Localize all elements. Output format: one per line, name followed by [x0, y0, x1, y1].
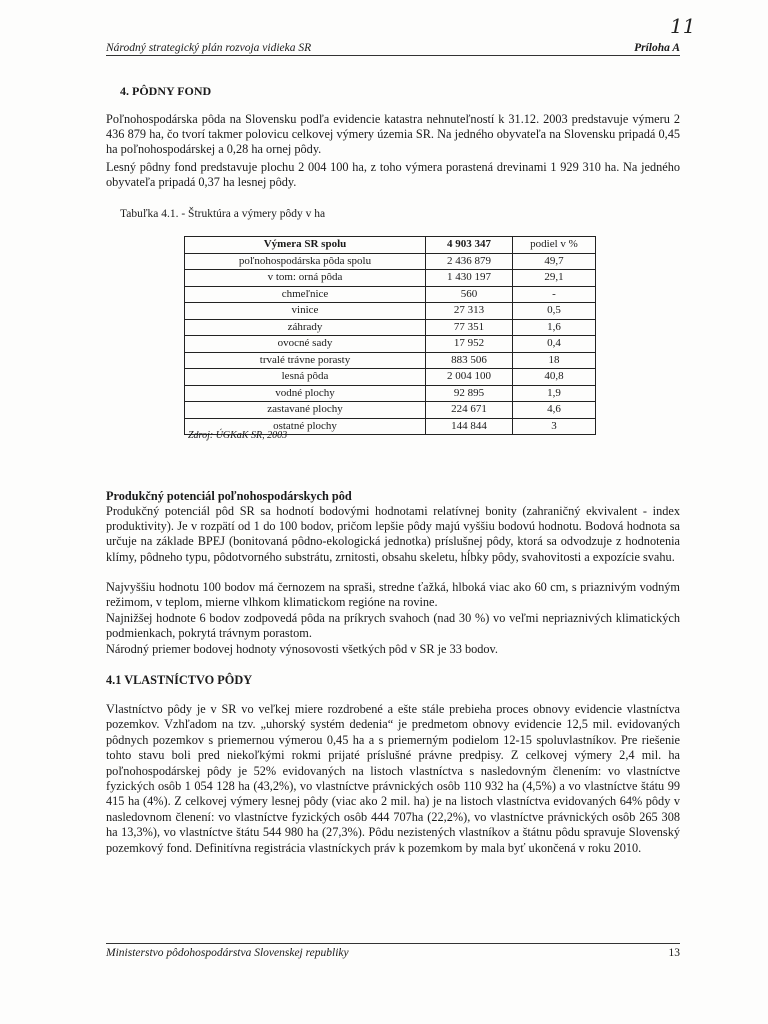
- header-annex: Príloha A: [634, 42, 680, 54]
- section-4-1-heading: 4.1 VLASTNÍCTVO PÔDY: [106, 673, 253, 687]
- table-cell: zastavané plochy: [185, 402, 426, 419]
- table-cell: 2 004 100: [426, 369, 513, 386]
- table-cell: v tom: orná pôda: [185, 270, 426, 287]
- table-row: [185, 270, 596, 287]
- table-cell: 560: [426, 286, 513, 303]
- table-cell: záhrady: [185, 319, 426, 336]
- table-cell: 17 952: [426, 336, 513, 353]
- table-cell: 1,9: [513, 385, 596, 402]
- table-header-cell: podiel v %: [513, 237, 596, 254]
- table-cell: 224 671: [426, 402, 513, 419]
- potential-paragraph-4: Národný priemer bodovej hodnoty výnosovosti všetkých pôd v SR je 33 bodov.: [106, 642, 498, 656]
- table-cell: lesná pôda: [185, 369, 426, 386]
- table-caption: Tabuľka 4.1. - Štruktúra a výmery pôdy v ha: [120, 208, 326, 220]
- table-cell: 3: [513, 418, 596, 435]
- running-header: [106, 42, 680, 56]
- table-cell: 4,6: [513, 402, 596, 419]
- table-cell: 1 430 197: [426, 270, 513, 287]
- table-row: [185, 303, 596, 320]
- potential-paragraph-2: Najvyššiu hodnotu 100 bodov má černozem na spraši, stredne ťažká, hlboká viac ako 60 cm, s priaznivým vodným režimom, v teplom, mierne vlhkom klimatickom regióne na rovine.: [106, 580, 680, 610]
- table-header-cell: Výmera SR spolu: [185, 237, 426, 254]
- table-cell: vinice: [185, 303, 426, 320]
- table-cell: 2 436 879: [426, 253, 513, 270]
- table-cell: 1,6: [513, 319, 596, 336]
- table-cell: 77 351: [426, 319, 513, 336]
- table-cell: 0,5: [513, 303, 596, 320]
- table-cell: ovocné sady: [185, 336, 426, 353]
- table-header-row: [185, 237, 596, 254]
- table-cell: chmeľnice: [185, 286, 426, 303]
- table-cell: 27 313: [426, 303, 513, 320]
- table-cell: 40,8: [513, 369, 596, 386]
- land-structure-table: [184, 236, 596, 435]
- handwritten-page-mark: 11: [670, 14, 696, 38]
- table-cell: trvalé trávne porasty: [185, 352, 426, 369]
- table-cell: 29,1: [513, 270, 596, 287]
- section-4-paragraph-1: Poľnohospodárska pôda na Slovensku podľa evidencie katastra nehnuteľností k 31.12. 2003 predstavuje výmeru 2 436 879 ha, čo tvorí takmer polovicu celkovej výmery územia SR. Na jedného obyvateľa na Slovensku pripadá 0,45 ha poľnohospodárskej a 0,28 ha ornej pôdy.: [106, 112, 680, 157]
- table-cell: poľnohospodárska pôda spolu: [185, 253, 426, 270]
- table-row: [185, 385, 596, 402]
- table-row: [185, 402, 596, 419]
- table-cell: 0,4: [513, 336, 596, 353]
- table-cell: 18: [513, 352, 596, 369]
- table-row: [185, 253, 596, 270]
- table-row: [185, 369, 596, 386]
- table-row: [185, 352, 596, 369]
- table-cell: 49,7: [513, 253, 596, 270]
- section-4-heading: 4. PÔDNY FOND: [120, 84, 212, 98]
- table-row: [185, 336, 596, 353]
- potential-paragraph-1: Produkčný potenciál pôd SR sa hodnotí bodovými hodnotami relatívnej bonity (zahraničný ekvivalent - index produktivity). Je v rozpätí od 1 do 100 bodov, pričom lepšie pôdy majú vyššiu bodovú hodnotu. Bodová hodnota sa určuje na základe BPEJ (bonitovaná pôdno-ekologická jednotka) príslušnej pôdy, ktorá sa odvodzuje z hodnotenia klímy, pôdneho typu, pôdotvorného substrátu, zrnitosti, obsahu skeletu, hĺbky pôdy, svahovitosti a expozície svahu.: [106, 504, 680, 564]
- table-cell: 92 895: [426, 385, 513, 402]
- page-number: 13: [668, 947, 680, 959]
- header-title: Národný strategický plán rozvoja vidieka SR: [106, 42, 312, 54]
- page-footer: [106, 943, 680, 959]
- section-4-paragraph-2: Lesný pôdny fond predstavuje plochu 2 004 100 ha, z toho výmera porastená drevinami 1 929 310 ha. Na jedného obyvateľa pripadá 0,37 ha lesnej pôdy.: [106, 160, 680, 190]
- table-cell: 144 844: [426, 418, 513, 435]
- table-cell: ostatné plochy: [185, 418, 426, 435]
- table-row: [185, 319, 596, 336]
- table-cell: -: [513, 286, 596, 303]
- potential-heading: Produkčný potenciál poľnohospodárskych pôd: [106, 489, 352, 503]
- table-row: [185, 286, 596, 303]
- section-4-1-paragraph: Vlastníctvo pôdy je v SR vo veľkej miere rozdrobené a ešte stále prebieha proces obnovy evidencie vlastníctva pozemkov. Vzhľadom na tzv. „uhorský systém dedenia“ je predmetom obnovy evidencie 12,5 mil. evidovaných pôdnych pozemkov s priemernou výmerou 0,45 ha a s priemerným podielom 12-15 spoluvlastníkov. Pre riešenie tohto stavu boli pred niekoľkými rokmi prijaté príslušné právne predpisy. Z celkovej výmery 2,4 mil. ha poľnohospodárskej pôdy je 52% evidovaných na listoch vlastníctva s nasledovným členením: vo vlastníctve fyzických osôb 1 054 128 ha (43,2%), vo vlastníctve právnických osôb 110 932 ha (4,5%) a vo vlastníctve štátu 99 415 ha (4%). Z celkovej výmery lesnej pôdy (viac ako 2 mil. ha) je na listoch vlastníctva evidovaných 64% pôdy v nasledovnom členení: vo vlastníctve fyzických osôb 444 707ha (22,2%), vo vlastníctve právnických osôb 265 308 ha 13,3%), vo vlastníctve štátu 544 980 ha (27,3%). Pôdu nezistených vlastníkov a štátnu pôdu spravuje Slovenský pozemkový fond. Definitívna registrácia vlastníckych práv k pozemkom by mala byť ukončená v roku 2010.: [106, 702, 680, 855]
- table-cell: vodné plochy: [185, 385, 426, 402]
- table-header-cell: 4 903 347: [426, 237, 513, 254]
- table-source-note: Zdroj: ÚGKaK SR, 2003: [188, 430, 288, 441]
- potential-paragraph-3: Najnižšej hodnote 6 bodov zodpovedá pôda na príkrych svahoch (nad 30 %) vo veľmi nepriaznivých klimatických podmienkach, pokrytá trávnym porastom.: [106, 611, 680, 641]
- footer-ministry: Ministerstvo pôdohospodárstva Slovenskej republiky: [106, 947, 349, 959]
- table-cell: 883 506: [426, 352, 513, 369]
